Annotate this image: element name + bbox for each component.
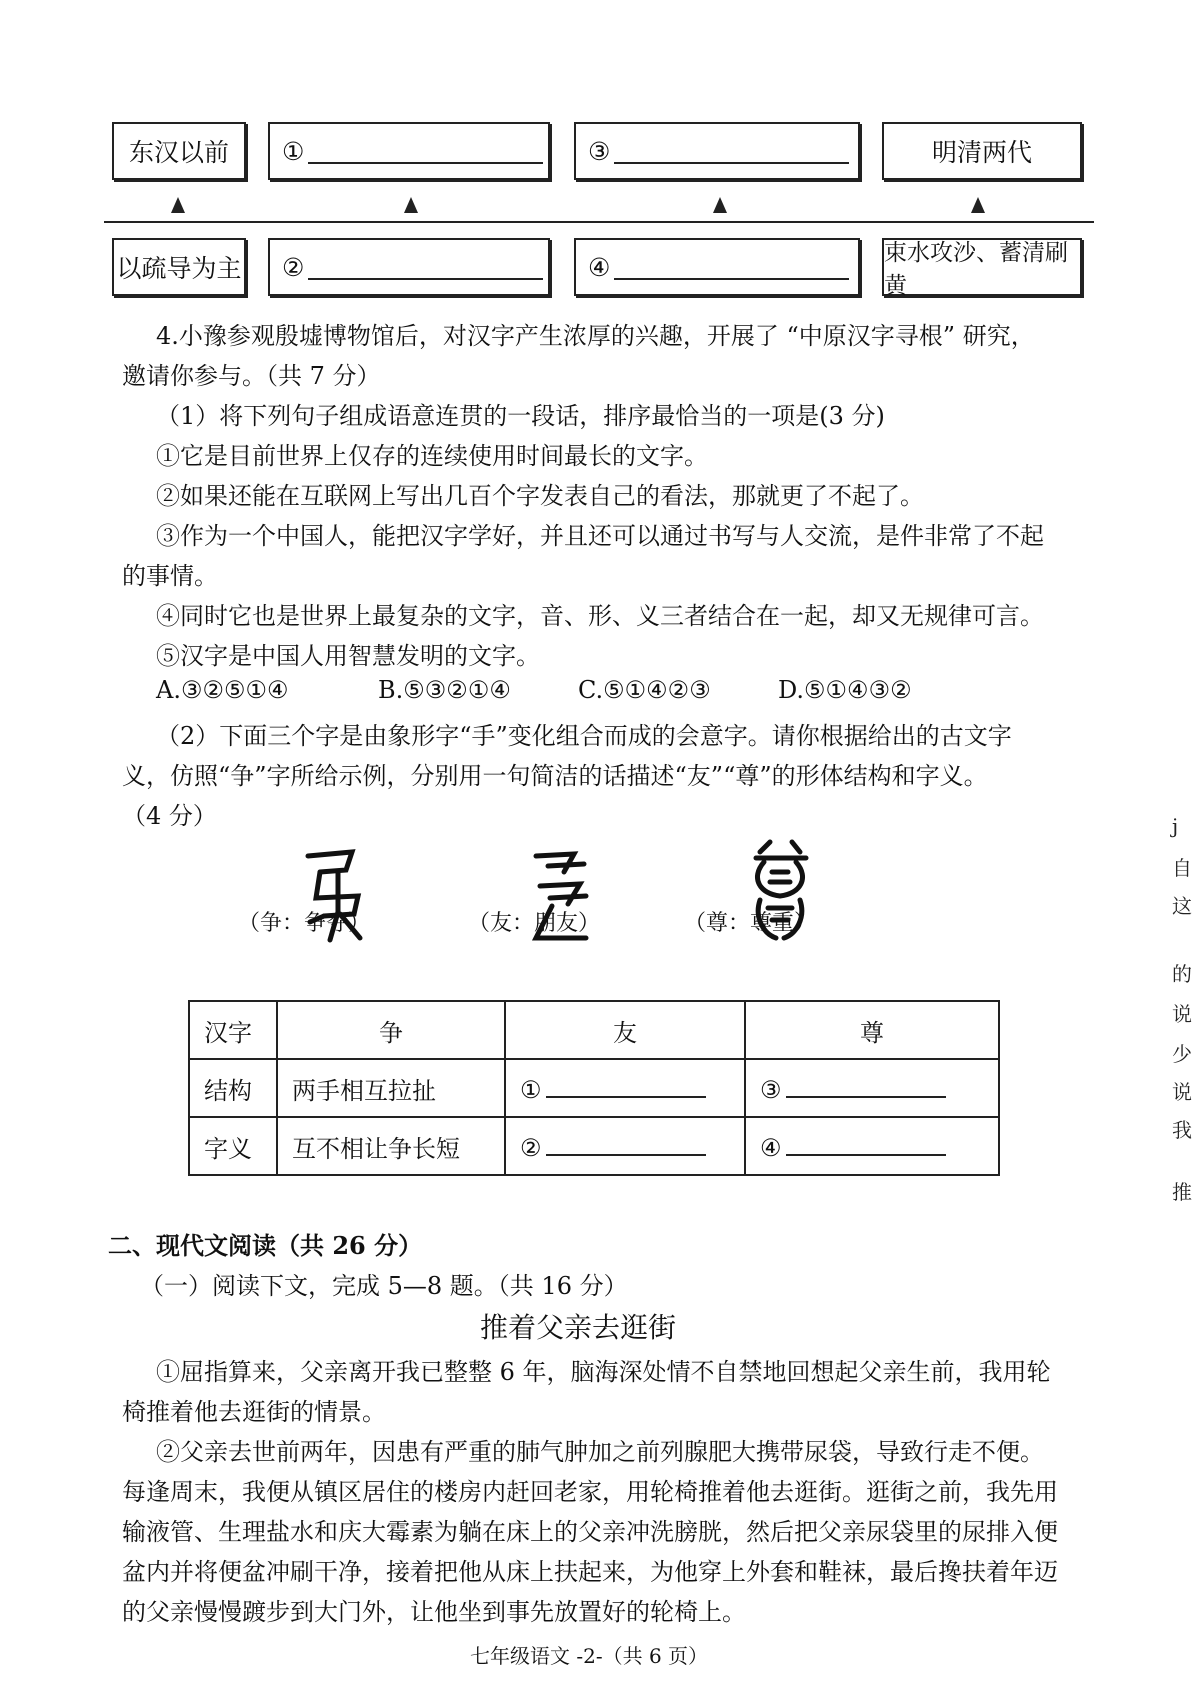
timeline-arrow-2: [404, 197, 418, 213]
passage-p2-line5: 的父亲慢慢踱步到大门外，让他坐到事先放置好的轮椅上。: [122, 1598, 746, 1626]
answer-cell[interactable]: [505, 1059, 745, 1117]
timeline-top-label-4: 明清两代: [931, 138, 1032, 167]
q4-sentence-2: ②如果还能在互联网上写出几百个字发表自己的看法，那就更了不起了。: [156, 482, 924, 510]
blank-num: ①: [520, 1076, 542, 1104]
margin-char: 推: [1172, 1180, 1192, 1204]
section2-sub: （一）阅读下文，完成 5—8 题。（共 16 分）: [140, 1272, 628, 1300]
timeline-bottom-label-4: 束水攻沙、蓄清刷黄: [884, 240, 1068, 299]
option-d[interactable]: D.⑤①④③②: [778, 676, 912, 704]
margin-char: 说: [1172, 1080, 1192, 1104]
timeline-blank-num: ④: [588, 252, 611, 282]
table-row: [189, 1059, 999, 1117]
margin-char: 这: [1172, 894, 1192, 918]
answer-cell[interactable]: [745, 1059, 999, 1117]
timeline-bottom-box-1: [112, 238, 246, 296]
timeline-bottom-box-3: [574, 238, 860, 296]
q4-sub1: （1）将下列句子组成语意连贯的一段话，排序最恰当的一项是(3 分): [156, 402, 885, 430]
timeline-blank-num: ③: [588, 136, 611, 166]
q4-sentence-3a: ③作为一个中国人，能把汉字学好，并且还可以通过书写与人交流，是件非常了不起: [156, 522, 1044, 550]
passage-title: 推着父亲去逛街: [480, 1311, 677, 1344]
blank-num: ②: [520, 1134, 542, 1162]
answer-line[interactable]: [546, 1072, 706, 1098]
timeline-top-box-3: [574, 122, 860, 180]
q4-sub2-line1: （2）下面三个字是由象形字“手”变化组合而成的会意字。请你根据给出的古文字: [156, 722, 1012, 750]
table-header-cell: 争: [277, 1001, 505, 1059]
table-header-row: [189, 1001, 999, 1059]
q4-sentence-3b: 的事情。: [122, 562, 218, 590]
table-row-label: 结构: [189, 1059, 277, 1117]
passage-p1-line1: ①屈指算来，父亲离开我已整整 6 年，脑海深处情不自禁地回想起父亲生前，我用轮: [156, 1358, 1051, 1386]
section2-heading: 二、现代文阅读（共 26 分）: [108, 1231, 423, 1260]
margin-char: 的: [1172, 962, 1192, 986]
answer-blank-1[interactable]: [308, 138, 543, 164]
q4-sentence-5: ⑤汉字是中国人用智慧发明的文字。: [156, 642, 540, 670]
timeline-bottom-label-1: 以疏导为主: [116, 254, 242, 283]
margin-char: 我: [1172, 1118, 1192, 1142]
timeline-top-box-4: [882, 122, 1082, 180]
caption-zun: （尊：尊重）: [684, 911, 817, 936]
table-cell: 互不相让争长短: [277, 1117, 505, 1175]
timeline-blank-num: ①: [282, 136, 305, 166]
q4-sentence-4: ④同时它也是世界上最复杂的文字，音、形、义三者结合在一起，却又无规律可言。: [156, 602, 1044, 630]
answer-blank-2[interactable]: [308, 254, 543, 280]
answer-cell[interactable]: [745, 1117, 999, 1175]
blank-num: ③: [760, 1076, 782, 1104]
margin-char: j: [1172, 814, 1179, 838]
caption-you: （友：朋友）: [468, 911, 601, 936]
q4-intro-line1: 4.小豫参观殷墟博物馆后，对汉字产生浓厚的兴趣，开展了 “中原汉字寻根” 研究，: [156, 322, 1035, 350]
margin-char: 说: [1172, 1002, 1192, 1026]
table-row-label: 字义: [189, 1117, 277, 1175]
option-b[interactable]: B.⑤③②①④: [378, 676, 511, 704]
blank-num: ④: [760, 1134, 782, 1162]
table-header-cell: 尊: [745, 1001, 999, 1059]
option-a[interactable]: A.③②⑤①④: [156, 676, 289, 704]
answer-line[interactable]: [546, 1130, 706, 1156]
passage-p2-line3: 输液管、生理盐水和庆大霉素为躺在床上的父亲冲洗膀胱，然后把父亲尿袋里的尿排入便: [122, 1518, 1058, 1546]
table-cell: 两手相互拉扯: [277, 1059, 505, 1117]
passage-p2-line4: 盆内并将便盆冲刷干净，接着把他从床上扶起来，为他穿上外套和鞋袜，最后搀扶着年迈: [122, 1558, 1058, 1586]
timeline-top-label-1: 东汉以前: [128, 138, 229, 167]
timeline-axis: [104, 221, 1094, 223]
caption-zheng: （争：争夺）: [238, 911, 371, 936]
margin-char: 自: [1172, 856, 1192, 880]
answer-line[interactable]: [786, 1072, 946, 1098]
character-table: [188, 1000, 1000, 1176]
timeline-blank-num: ②: [282, 252, 305, 282]
timeline-bottom-box-4: [882, 238, 1082, 299]
timeline-arrow-3: [713, 197, 727, 213]
timeline-top-box-1: [112, 122, 246, 180]
q4-sentence-1: ①它是目前世界上仅存的连续使用时间最长的文字。: [156, 442, 708, 470]
passage-p1-line2: 椅推着他去逛街的情景。: [122, 1398, 386, 1426]
answer-cell[interactable]: [505, 1117, 745, 1175]
timeline-bottom-box-2: [268, 238, 550, 296]
answer-blank-4[interactable]: [614, 254, 849, 280]
timeline-top-box-2: [268, 122, 550, 180]
table-header-cell: 汉字: [189, 1001, 277, 1059]
q4-intro-line2: 邀请你参与。（共 7 分）: [122, 362, 381, 390]
answer-line[interactable]: [786, 1130, 946, 1156]
passage-p2-line1: ②父亲去世前两年，因患有严重的肺气肿加之前列腺肥大携带尿袋，导致行走不便。: [156, 1438, 1044, 1466]
timeline-arrow-1: [171, 197, 185, 213]
answer-blank-3[interactable]: [614, 138, 849, 164]
page-footer: 七年级语文 -2-（共 6 页）: [470, 1644, 709, 1668]
timeline-arrow-4: [971, 197, 985, 213]
option-c[interactable]: C.⑤①④②③: [578, 676, 711, 704]
margin-char: 少: [1172, 1042, 1192, 1066]
passage-p2-line2: 每逢周末，我便从镇区居住的楼房内赶回老家，用轮椅推着他去逛街。逛街之前，我先用: [122, 1478, 1058, 1506]
table-header-cell: 友: [505, 1001, 745, 1059]
q4-sub2-line3: （4 分）: [122, 802, 217, 830]
table-row: [189, 1117, 999, 1175]
q4-sub2-line2: 义，仿照“争”字所给示例，分别用一句简洁的话描述“友”“尊”的形体结构和字义。: [122, 762, 988, 790]
